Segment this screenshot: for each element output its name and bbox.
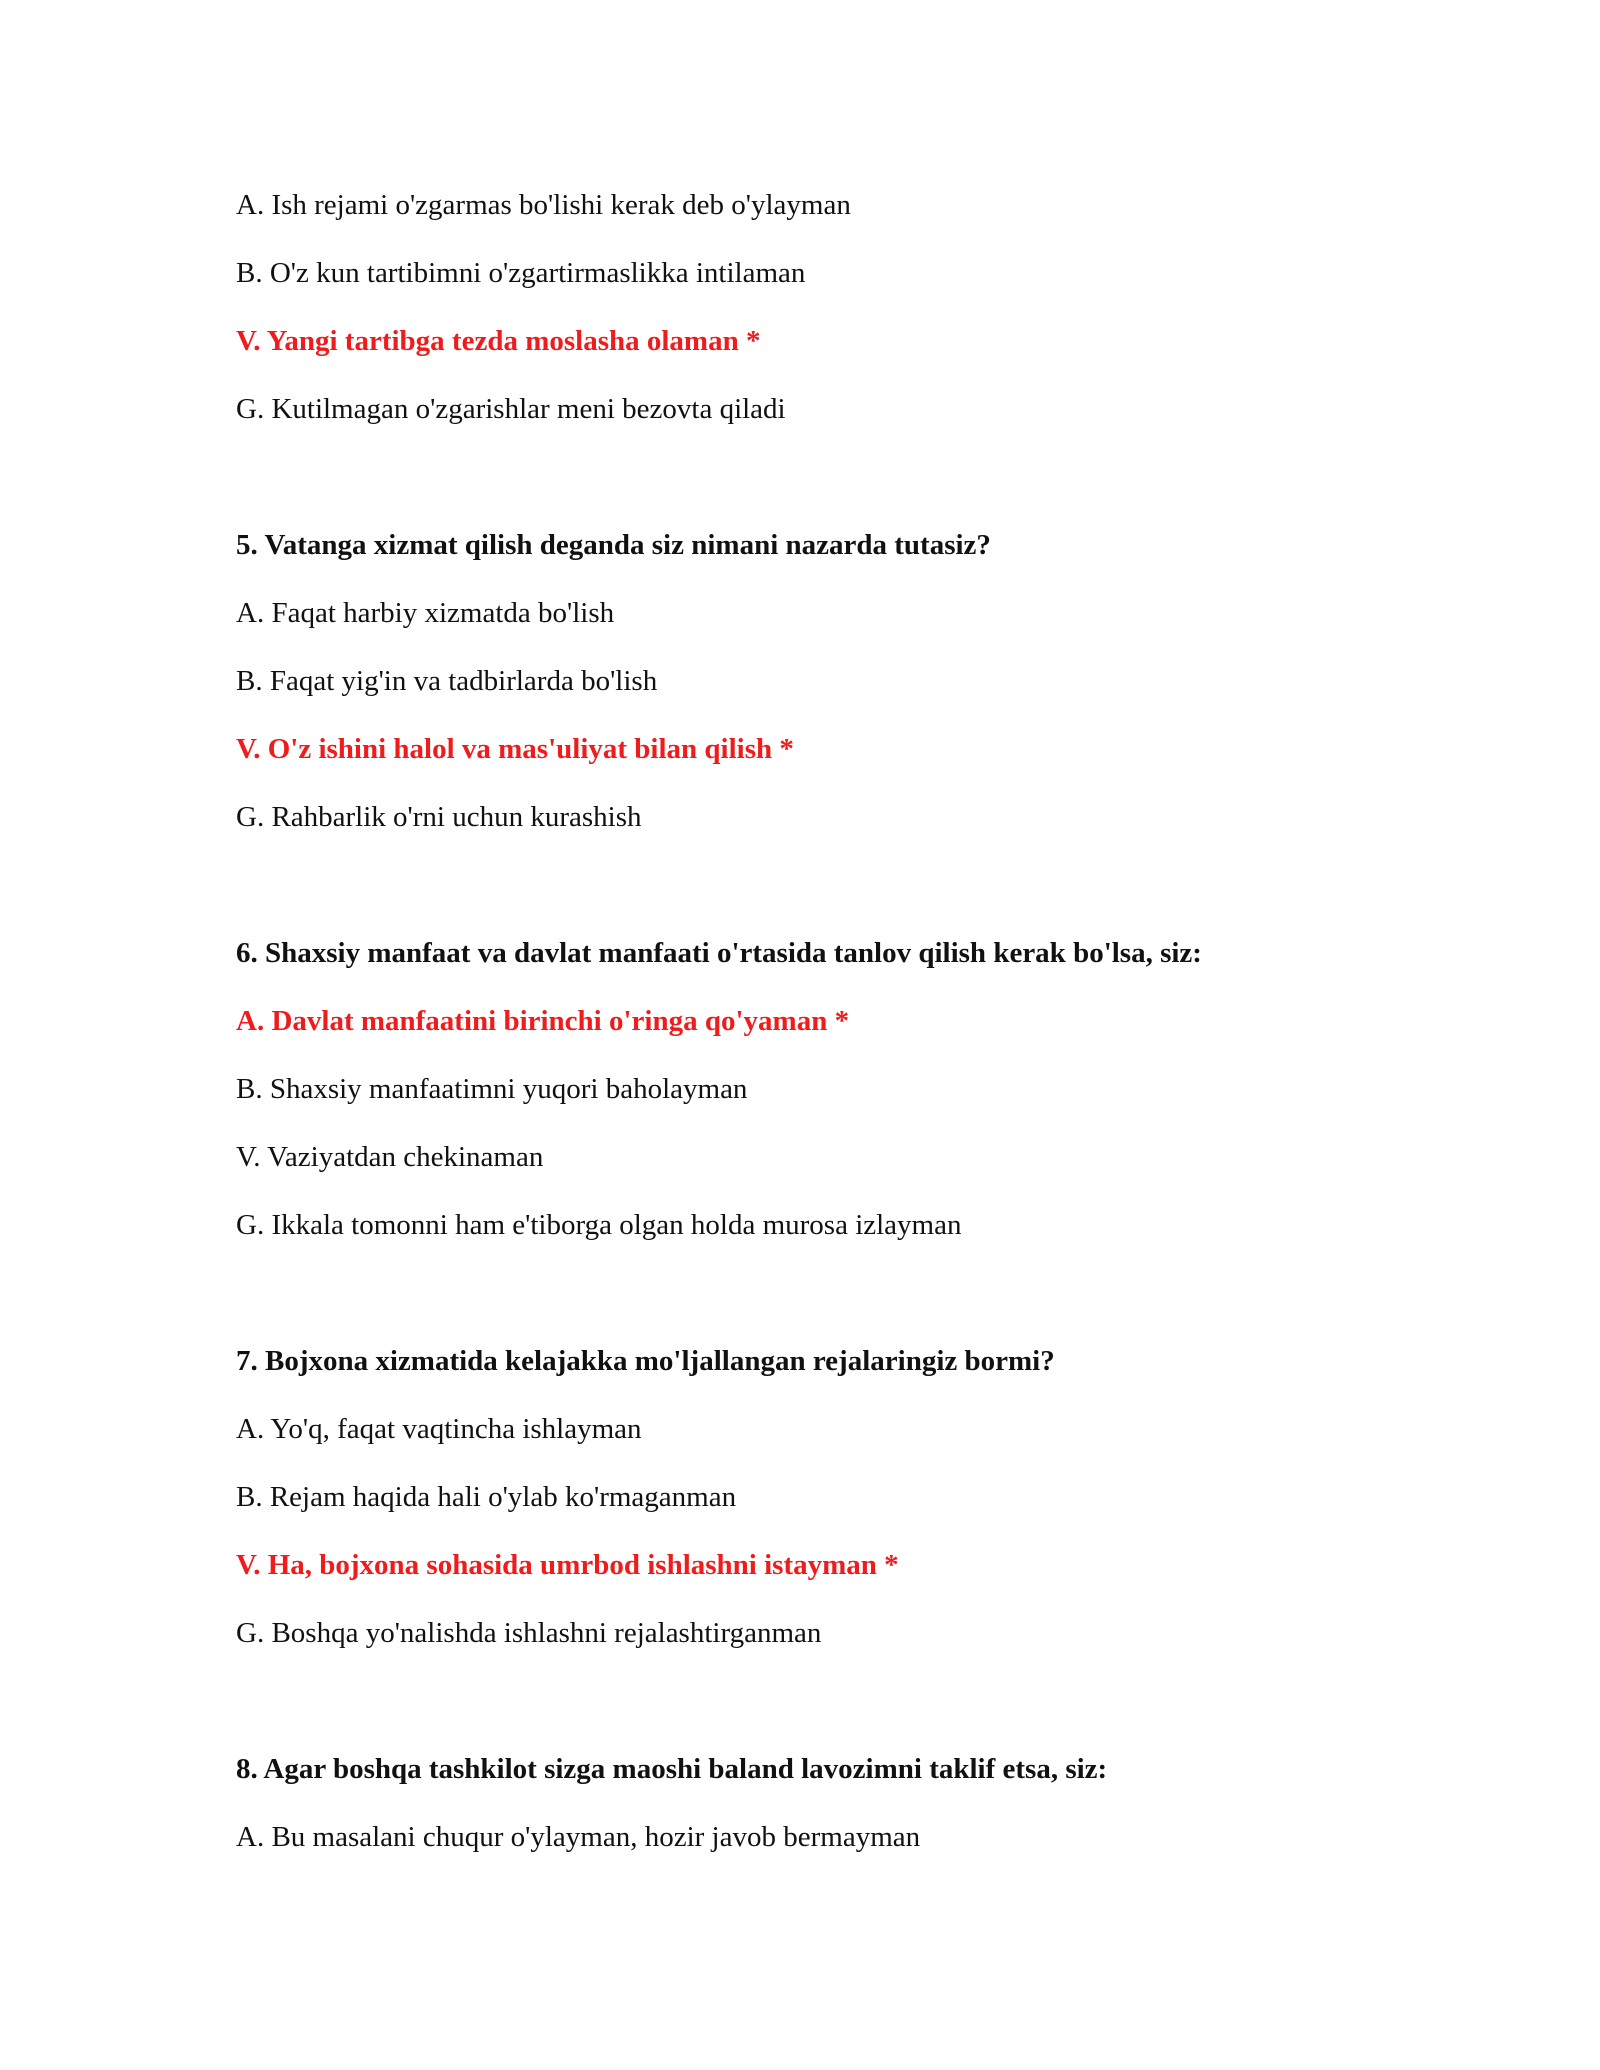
option-7-a: A. Yo'q, faqat vaqtincha ishlayman [236, 1413, 642, 1445]
option-5-g: G. Rahbarlik o'rni uchun kurashish [236, 801, 642, 833]
option-6-v: V. Vaziyatdan chekinaman [236, 1141, 544, 1173]
option-7-g: G. Boshqa yo'nalishda ishlashni rejalashtirganman [236, 1617, 822, 1649]
spacer [236, 868, 1436, 936]
option-5-v-correct: V. O'z ishini halol va mas'uliyat bilan qilish * [236, 733, 794, 765]
question-6-title: 6. Shaxsiy manfaat va davlat manfaati o'rtasida tanlov qilish kerak bo'lsa, siz: [236, 937, 1202, 969]
option-4-g: G. Kutilmagan o'zgarishlar meni bezovta qiladi [236, 393, 786, 425]
question-5-title: 5. Vatanga xizmat qilish deganda siz nimani nazarda tutasiz? [236, 529, 991, 561]
option-6-b: B. Shaxsiy manfaatimni yuqori baholayman [236, 1073, 748, 1105]
option-4-b: B. O'z kun tartibimni o'zgartirmaslikka intilaman [236, 257, 806, 289]
question-block-4 [236, 188, 1436, 426]
option-7-b: B. Rejam haqida hali o'ylab ko'rmaganman [236, 1481, 737, 1513]
question-block-6 [236, 936, 1436, 1242]
spacer [236, 460, 1436, 528]
question-block-5 [236, 528, 1436, 834]
question-7-title: 7. Bojxona xizmatida kelajakka mo'ljallangan rejalaringiz bormi? [236, 1345, 1055, 1377]
option-7-v-correct: V. Ha, bojxona sohasida umrbod ishlashni istayman * [236, 1549, 899, 1581]
option-5-b: B. Faqat yig'in va tadbirlarda bo'lish [236, 665, 658, 697]
option-4-v-correct: V. Yangi tartibga tezda moslasha olaman * [236, 325, 761, 357]
option-4-a: A. Ish rejami o'zgarmas bo'lishi kerak deb o'ylayman [236, 189, 851, 221]
question-block-7 [236, 1344, 1436, 1650]
spacer [236, 1684, 1436, 1752]
question-8-title: 8. Agar boshqa tashkilot sizga maoshi baland lavozimni taklif etsa, siz: [236, 1753, 1108, 1785]
question-block-8 [236, 1752, 1436, 1854]
option-8-a: A. Bu masalani chuqur o'ylayman, hozir javob bermayman [236, 1821, 921, 1853]
option-6-a-correct: A. Davlat manfaatini birinchi o'ringa qo'yaman * [236, 1005, 850, 1037]
spacer [236, 1276, 1436, 1344]
quiz-content [236, 188, 1436, 1888]
option-5-a: A. Faqat harbiy xizmatda bo'lish [236, 597, 615, 629]
option-6-g: G. Ikkala tomonni ham e'tiborga olgan holda murosa izlayman [236, 1209, 962, 1241]
